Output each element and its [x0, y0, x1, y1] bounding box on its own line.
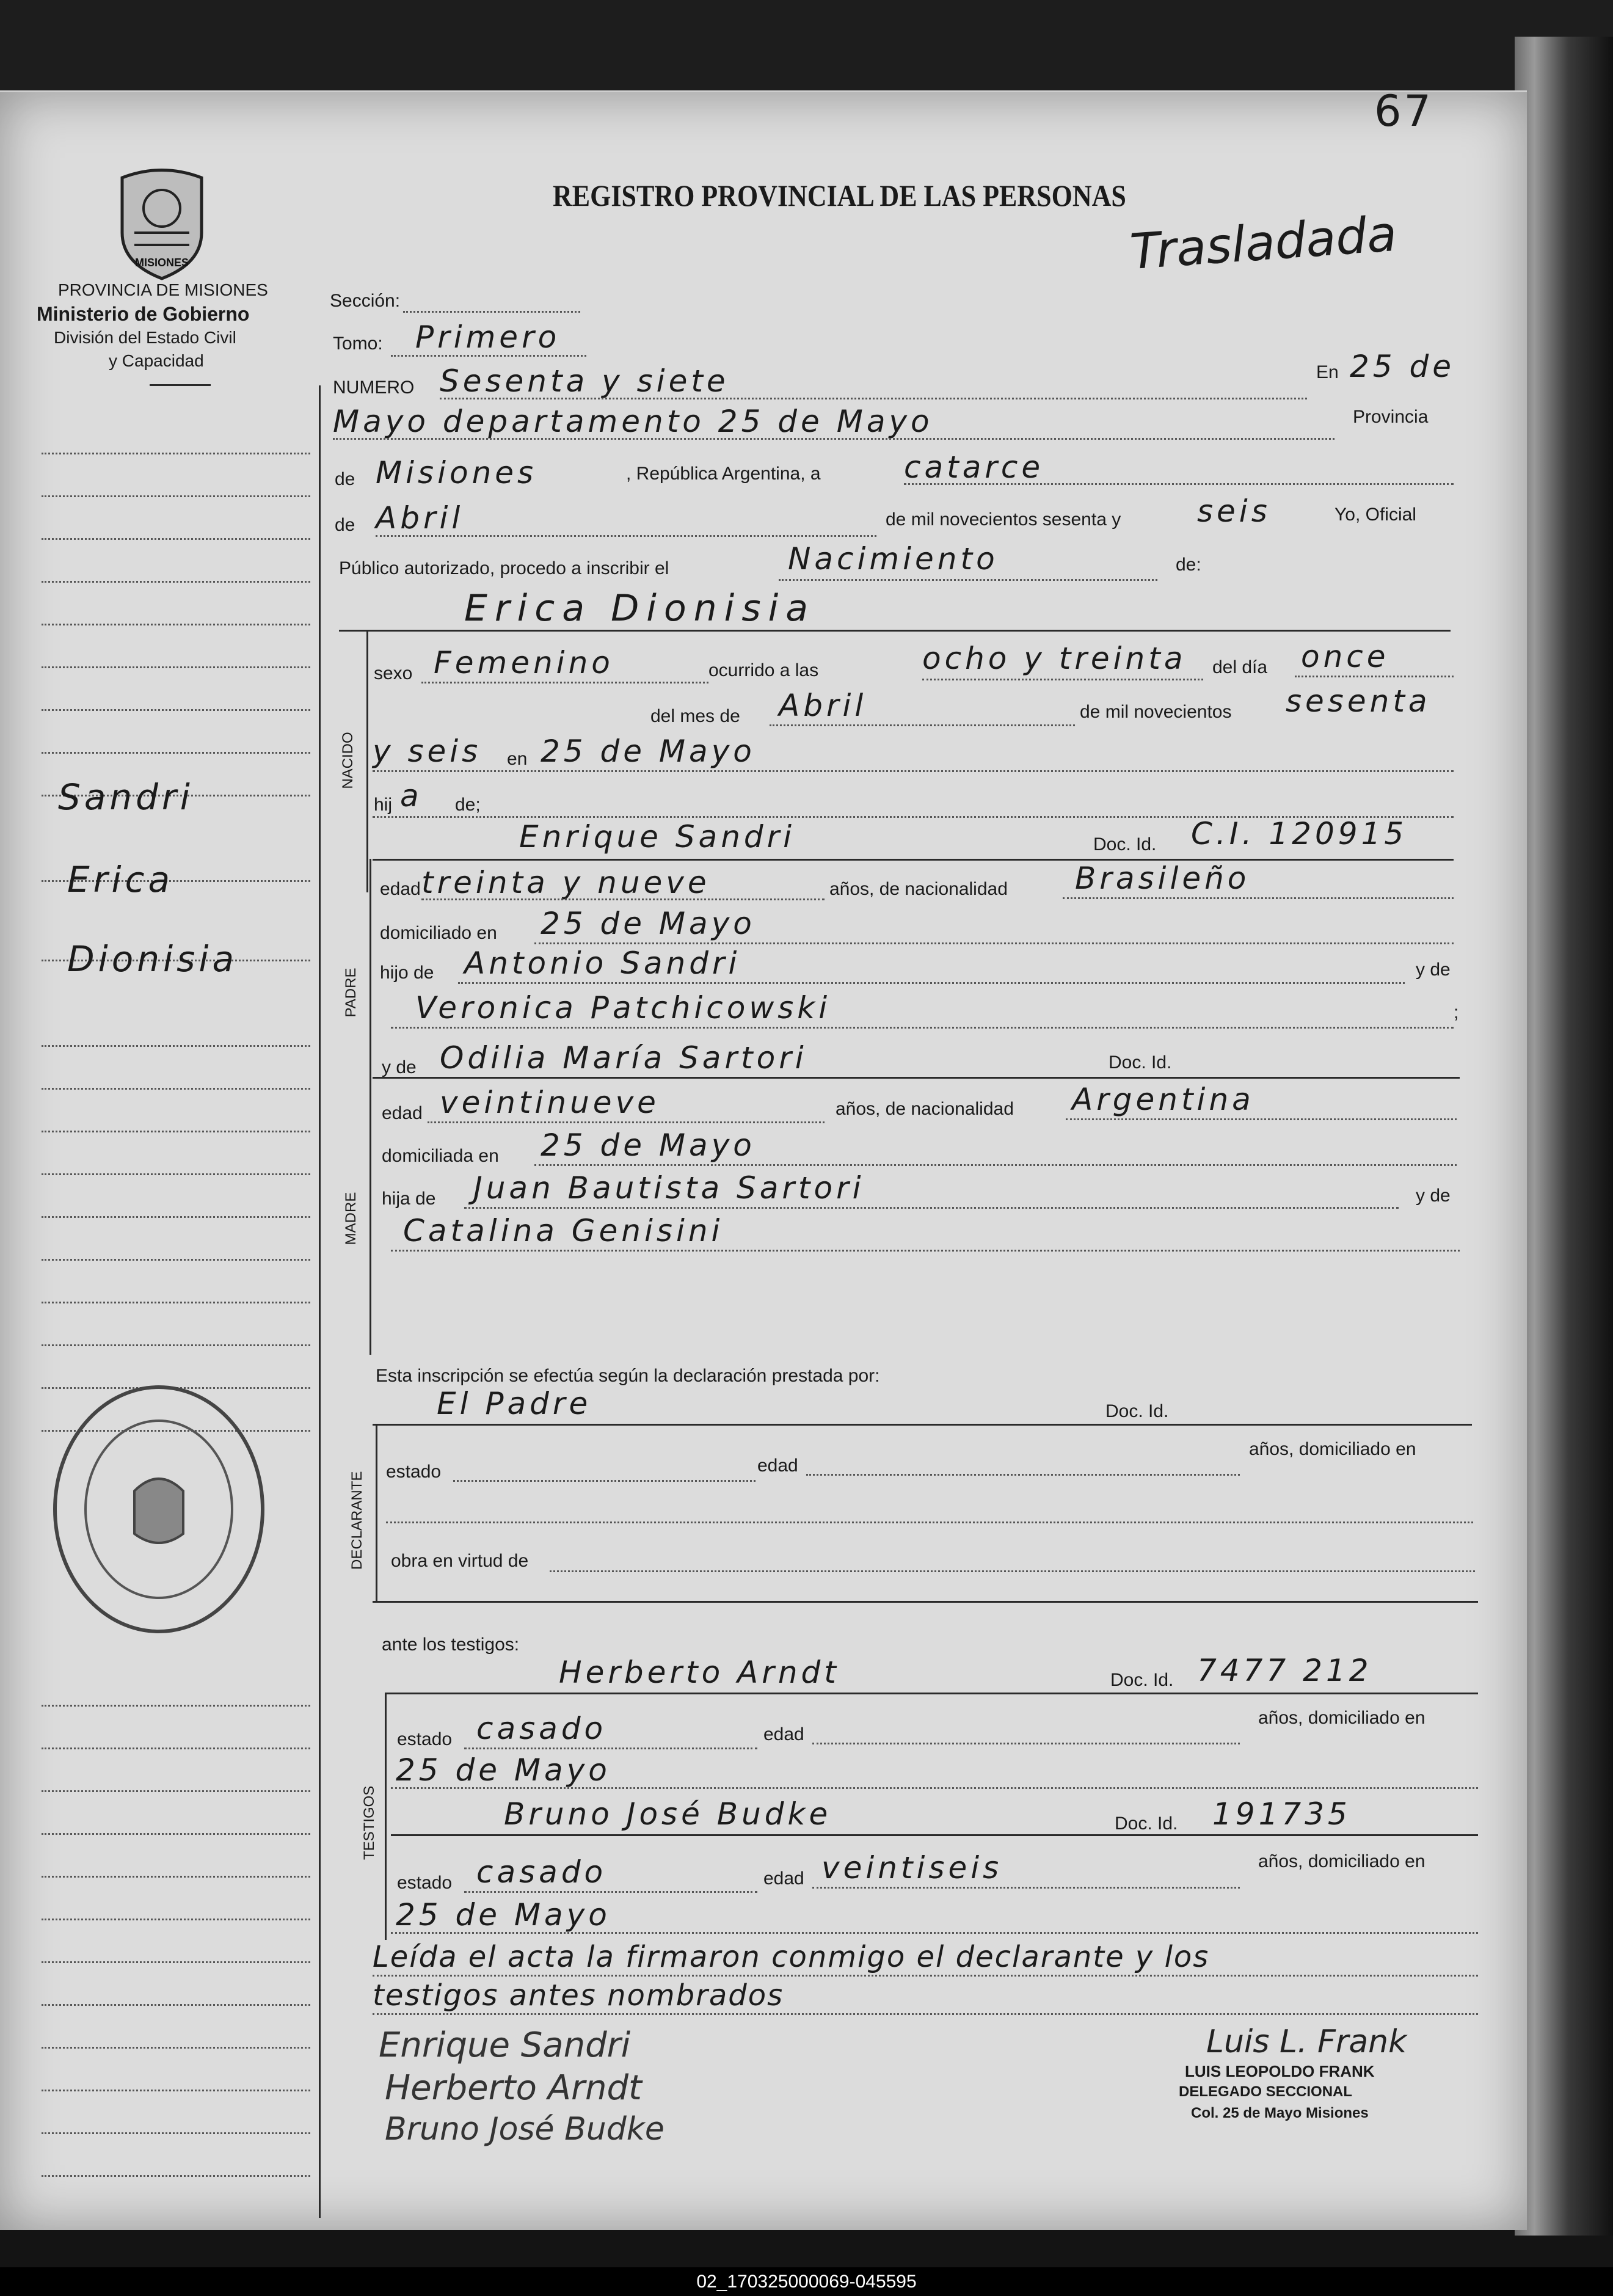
hij-suffix: a	[400, 778, 423, 814]
testigo2-estado-label: estado	[397, 1873, 453, 1893]
madre-doc-label: Doc. Id.	[1109, 1052, 1172, 1073]
nombre-value: Erica Dionisia	[464, 587, 816, 630]
signature-2: Herberto Arndt	[385, 2068, 642, 2108]
padre-dom-value: 25 de Mayo	[541, 906, 756, 941]
madre-edad-value: veintinueve	[440, 1085, 660, 1120]
provincia-value: Misiones	[376, 455, 537, 490]
madre-y-de-label: y de	[382, 1057, 417, 1077]
del-dia-label: del día	[1212, 657, 1268, 677]
testigo2-edad-value: veintiseis	[821, 1850, 1003, 1886]
agency-line2: Ministerio de Gobierno	[37, 303, 250, 325]
agency-line1: PROVINCIA DE MISIONES	[58, 280, 268, 299]
del-mes-label: del mes de	[650, 706, 740, 726]
ocurrido-label: ocurrido a las	[708, 660, 819, 680]
acto-value: Nacimiento	[788, 541, 999, 577]
de-semicolon-label: de;	[455, 795, 481, 815]
padre-nac-value: Brasileño	[1075, 861, 1250, 896]
semicolon: ;	[1454, 1002, 1459, 1022]
page-title: REGISTRO PROVINCIAL DE LAS PERSONAS	[553, 178, 1126, 213]
testigo2-anos-label: años, domiciliado en	[1258, 1851, 1425, 1871]
republica-label: , República Argentina, a	[626, 464, 821, 484]
acta-note-line1: Leída el acta la firmaron conmigo el declarante y los	[373, 1940, 1210, 1974]
divider	[150, 384, 211, 386]
madre-nac-label: años, de nacionalidad	[836, 1099, 1014, 1119]
de-label: de	[335, 469, 355, 489]
mil-novecientos-label-2: de mil novecientos	[1080, 702, 1232, 722]
testigo1-edad-label: edad	[763, 1724, 804, 1744]
crest-label: MISIONES	[134, 257, 189, 269]
publico-label: Público autorizado, procedo a inscribir el	[339, 558, 669, 578]
agency-line3: División del Estado Civil	[54, 328, 236, 347]
sexo-label: sexo	[374, 663, 413, 683]
padre-nac-label: años, de nacionalidad	[829, 879, 1008, 899]
signature-1: Enrique Sandri	[379, 2025, 631, 2065]
padre-y-de-label: y de	[1416, 960, 1451, 980]
document-page	[0, 86, 1527, 2230]
declarante-edad-label: edad	[757, 1456, 798, 1476]
stamp-line2: DELEGADO SECCIONAL	[1179, 2083, 1353, 2100]
anio-nac-value-b: y seis	[373, 734, 482, 769]
testigo2-doc-label: Doc. Id.	[1115, 1813, 1178, 1834]
madre-hija-de-value: Juan Bautista Sartori	[473, 1170, 865, 1206]
anio-value: seis	[1197, 494, 1271, 529]
padre-edad-label: edad	[380, 879, 421, 899]
padre-section-label: PADRE	[343, 968, 359, 1018]
padre-edad-value: treinta y nueve	[421, 865, 710, 900]
dia-value: once	[1301, 639, 1389, 674]
numero-value: Sesenta y siete	[440, 363, 729, 399]
testigo1-dom-value: 25 de Mayo	[396, 1752, 611, 1788]
testigo1-doc-value: 7477 212	[1197, 1653, 1372, 1688]
madre-section-label: MADRE	[343, 1192, 359, 1245]
ante-testigos-label: ante los testigos:	[382, 1635, 520, 1655]
testigo2-doc-value: 191735	[1212, 1796, 1351, 1832]
tomo-label: Tomo:	[333, 333, 383, 354]
numero-label: NUMERO	[333, 377, 415, 398]
hij-label: hij	[374, 795, 393, 815]
page-number: 67	[1374, 86, 1434, 136]
acta-note-line2: testigos antes nombrados	[373, 1978, 784, 2013]
madre-y-de-label-2: y de	[1416, 1186, 1451, 1206]
registry-seal-icon	[43, 1375, 275, 1644]
image-id-footer: 02_170325000069-045595	[0, 2267, 1613, 2296]
testigo1-estado-value: casado	[476, 1711, 607, 1746]
testigo1-estado-label: estado	[397, 1729, 453, 1749]
margin-name1: Erica	[67, 859, 174, 900]
madre-edad-label: edad	[382, 1103, 423, 1123]
de-colon-label: de:	[1176, 555, 1201, 575]
madre-hija-de-label: hija de	[382, 1189, 436, 1209]
stamp-line1: LUIS LEOPOLDO FRANK	[1185, 2062, 1375, 2080]
testigos-section-label: TESTIGOS	[361, 1785, 377, 1860]
tomo-value: Primero	[415, 319, 561, 355]
lugar-nac-value: 25 de Mayo	[541, 734, 756, 769]
seccion-label: Sección:	[330, 291, 401, 311]
padre-hijo-de-value: Antonio Sandri	[464, 946, 741, 981]
agency-line4: y Capacidad	[109, 351, 204, 370]
anio-nac-value-a: sesenta	[1286, 683, 1431, 719]
testigo1-nombre-value: Herberto Arndt	[559, 1655, 840, 1690]
esta-inscripcion-label: Esta inscripción se efectúa según la declaración prestada por:	[376, 1366, 880, 1386]
en-lower-label: en	[507, 749, 528, 769]
testigo1-anos-label: años, domiciliado en	[1258, 1708, 1425, 1728]
madre-y-de-value: Catalina Genisini	[403, 1213, 724, 1248]
stamp-line3: Col. 25 de Mayo Misiones	[1191, 2105, 1369, 2121]
declarante-anos-label: años, domiciliado en	[1249, 1439, 1416, 1459]
sexo-value: Femenino	[434, 645, 614, 680]
book-top-edge	[0, 0, 1613, 90]
margin-rule	[319, 385, 321, 2218]
crest-icon	[116, 166, 208, 282]
madre-dom-value: 25 de Mayo	[541, 1128, 756, 1163]
declarante-value: El Padre	[437, 1386, 592, 1421]
trasladada-signature: Trasladada	[1128, 205, 1399, 281]
padre-y-de-value: Veronica Patchicowski	[415, 990, 831, 1026]
declarante-estado-label: estado	[386, 1462, 442, 1482]
testigo2-dom-value: 25 de Mayo	[396, 1897, 611, 1933]
testigo1-doc-label: Doc. Id.	[1110, 1670, 1174, 1690]
padre-nombre-value: Enrique Sandri	[519, 819, 796, 855]
lugar-line: Mayo departamento 25 de Mayo	[333, 404, 933, 439]
margin-surname: Sandri	[58, 776, 194, 818]
testigo2-estado-value: casado	[476, 1854, 607, 1890]
yo-oficial-label: Yo, Oficial	[1334, 505, 1416, 525]
hora-value: ocho y treinta	[922, 641, 1187, 676]
en-label: En	[1316, 362, 1339, 382]
book-spine	[1515, 37, 1613, 2236]
en-value: 25 de	[1350, 349, 1455, 384]
nacido-section-label: NACIDO	[340, 732, 356, 789]
padre-doc-label: Doc. Id.	[1093, 834, 1157, 855]
de-label-2: de	[335, 515, 355, 535]
dia-texto-value: catarce	[904, 450, 1044, 485]
declarante-section-label: DECLARANTE	[349, 1471, 365, 1570]
mes-nac-value: Abril	[779, 688, 867, 723]
declarante-doc-label: Doc. Id.	[1105, 1401, 1169, 1421]
madre-nac-value: Argentina	[1072, 1082, 1254, 1117]
padre-doc-value: C.I. 120915	[1191, 816, 1408, 851]
testigo2-nombre-value: Bruno José Budke	[504, 1796, 832, 1832]
madre-nombre-value: Odilia María Sartori	[440, 1040, 807, 1076]
mil-novecientos-label: de mil novecientos sesenta y	[886, 509, 1121, 530]
provincia-label: Provincia	[1353, 407, 1429, 427]
margin-name2: Dionisia	[67, 938, 238, 980]
padre-dom-label: domiciliado en	[380, 923, 497, 943]
obra-label: obra en virtud de	[391, 1551, 529, 1571]
padre-hijo-de-label: hijo de	[380, 963, 434, 983]
testigo2-edad-label: edad	[763, 1868, 804, 1889]
mes-value: Abril	[376, 500, 464, 536]
signature-3: Bruno José Budke	[385, 2111, 664, 2148]
official-signature: Luis L. Frank	[1206, 2024, 1407, 2060]
madre-dom-label: domiciliada en	[382, 1146, 499, 1166]
